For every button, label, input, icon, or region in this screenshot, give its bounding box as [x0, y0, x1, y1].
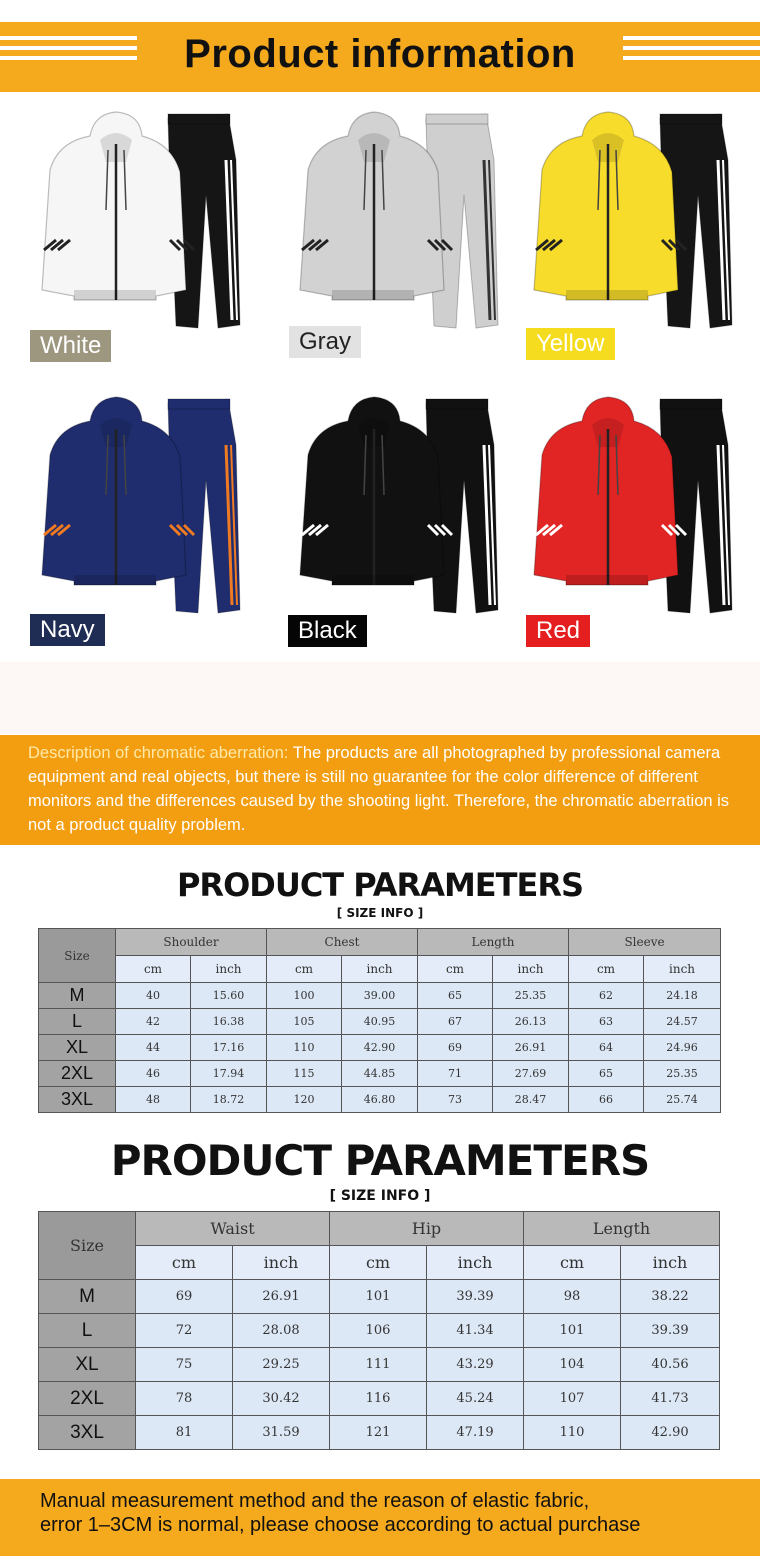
value-cell: 27.69	[493, 1061, 569, 1087]
size-cell: L	[39, 1314, 136, 1348]
value-cell: 69	[418, 1035, 493, 1061]
color-label-navy: Navy	[30, 614, 105, 646]
table2-title: PRODUCT PARAMETERS	[110, 1136, 650, 1185]
table-row	[39, 1348, 720, 1382]
value-cell: 45.24	[427, 1382, 524, 1416]
value-cell: 107	[524, 1382, 621, 1416]
value-cell: 15.60	[191, 983, 267, 1009]
value-cell: 63	[569, 1009, 644, 1035]
unit-header: inch	[493, 956, 569, 983]
unit-header: inch	[644, 956, 721, 983]
unit-header: cm	[418, 956, 493, 983]
value-cell: 42	[116, 1009, 191, 1035]
table-row	[39, 1061, 721, 1087]
value-cell: 105	[267, 1009, 342, 1035]
value-cell: 101	[330, 1280, 427, 1314]
table1-subtitle: [ SIZE INFO ]	[336, 906, 424, 920]
product-navy	[30, 385, 250, 635]
pants-waistband	[426, 399, 488, 409]
value-cell: 24.57	[644, 1009, 721, 1035]
notice-label: Description of chromatic aberration:	[28, 744, 289, 762]
unit-header: inch	[621, 1246, 720, 1280]
size-table-top	[38, 928, 721, 1113]
size-cell: L	[39, 1009, 116, 1035]
spacer-strip	[0, 662, 760, 734]
value-cell: 101	[524, 1314, 621, 1348]
value-cell: 48	[116, 1087, 191, 1113]
table-row	[39, 1382, 720, 1416]
value-cell: 41.73	[621, 1382, 720, 1416]
value-cell: 40.56	[621, 1348, 720, 1382]
header-banner	[0, 22, 760, 92]
value-cell: 42.90	[621, 1416, 720, 1450]
jacket-hem	[332, 290, 414, 300]
value-cell: 17.16	[191, 1035, 267, 1061]
product-red	[522, 385, 742, 635]
color-label-red: Red	[526, 615, 590, 647]
pants-waistband	[426, 114, 488, 124]
value-cell: 116	[330, 1382, 427, 1416]
column-group-header: Length	[524, 1212, 720, 1246]
value-cell: 41.34	[427, 1314, 524, 1348]
value-cell: 67	[418, 1009, 493, 1035]
value-cell: 98	[524, 1280, 621, 1314]
value-cell: 25.35	[493, 983, 569, 1009]
value-cell: 46.80	[342, 1087, 418, 1113]
value-cell: 39.00	[342, 983, 418, 1009]
size-header: Size	[39, 1212, 136, 1280]
value-cell: 71	[418, 1061, 493, 1087]
value-cell: 75	[136, 1348, 233, 1382]
value-cell: 31.59	[233, 1416, 330, 1450]
value-cell: 26.91	[233, 1280, 330, 1314]
value-cell: 65	[418, 983, 493, 1009]
value-cell: 26.13	[493, 1009, 569, 1035]
table-row	[39, 983, 721, 1009]
size-cell: M	[39, 1280, 136, 1314]
size-cell: XL	[39, 1348, 136, 1382]
table-row	[39, 1009, 721, 1035]
table-row	[39, 1416, 720, 1450]
notice-text: The products are all photographed by professional camera equipment and real objects, but there is still no guarantee for the color difference of different monitors and the differences caused by the shooting light. Therefore, the chromatic aberration is not a product quality problem.	[28, 744, 730, 834]
product-yellow	[522, 100, 742, 350]
value-cell: 24.18	[644, 983, 721, 1009]
value-cell: 106	[330, 1314, 427, 1348]
pants-waistband	[660, 114, 722, 124]
value-cell: 73	[418, 1087, 493, 1113]
value-cell: 38.22	[621, 1280, 720, 1314]
unit-header: cm	[524, 1246, 621, 1280]
size-cell: 3XL	[39, 1087, 116, 1113]
value-cell: 43.29	[427, 1348, 524, 1382]
value-cell: 26.91	[493, 1035, 569, 1061]
measurement-note-line2: error 1–3CM is normal, please choose according to actual purchase	[40, 1514, 641, 1536]
value-cell: 121	[330, 1416, 427, 1450]
unit-header: cm	[136, 1246, 233, 1280]
value-cell: 47.19	[427, 1416, 524, 1450]
table-row	[39, 1314, 720, 1348]
column-group-header: Sleeve	[569, 929, 721, 956]
unit-header: inch	[233, 1246, 330, 1280]
jacket-hem	[74, 575, 156, 585]
table-row	[39, 1087, 721, 1113]
value-cell: 62	[569, 983, 644, 1009]
color-label-gray: Gray	[289, 326, 361, 358]
tracksuit-image	[522, 385, 742, 620]
value-cell: 28.47	[493, 1087, 569, 1113]
value-cell: 44.85	[342, 1061, 418, 1087]
unit-header: inch	[191, 956, 267, 983]
value-cell: 40.95	[342, 1009, 418, 1035]
value-cell: 115	[267, 1061, 342, 1087]
value-cell: 25.74	[644, 1087, 721, 1113]
value-cell: 17.94	[191, 1061, 267, 1087]
color-label-yellow: Yellow	[526, 328, 615, 360]
color-label-white: White	[30, 330, 111, 362]
table-row	[39, 1035, 721, 1061]
size-table-bottom	[38, 1211, 720, 1450]
measurement-note	[0, 1479, 760, 1556]
size-cell: 3XL	[39, 1416, 136, 1450]
pants-waistband	[168, 114, 230, 124]
product-white	[30, 100, 250, 350]
value-cell: 42.90	[342, 1035, 418, 1061]
value-cell: 40	[116, 983, 191, 1009]
value-cell: 69	[136, 1280, 233, 1314]
value-cell: 18.72	[191, 1087, 267, 1113]
value-cell: 120	[267, 1087, 342, 1113]
value-cell: 100	[267, 983, 342, 1009]
value-cell: 72	[136, 1314, 233, 1348]
value-cell: 39.39	[621, 1314, 720, 1348]
unit-header: inch	[342, 956, 418, 983]
unit-header: cm	[569, 956, 644, 983]
measurement-note-line1: Manual measurement method and the reason of elastic fabric,	[40, 1490, 590, 1512]
column-group-header: Waist	[136, 1212, 330, 1246]
tracksuit-image	[522, 100, 742, 335]
jacket-hem	[566, 290, 648, 300]
value-cell: 110	[524, 1416, 621, 1450]
value-cell: 46	[116, 1061, 191, 1087]
size-cell: 2XL	[39, 1382, 136, 1416]
value-cell: 64	[569, 1035, 644, 1061]
pants-waistband	[660, 399, 722, 409]
color-label-black: Black	[288, 615, 367, 647]
size-cell: 2XL	[39, 1061, 116, 1087]
pants-waistband	[168, 399, 230, 409]
size-cell: M	[39, 983, 116, 1009]
value-cell: 28.08	[233, 1314, 330, 1348]
unit-header: cm	[330, 1246, 427, 1280]
jacket-hem	[332, 575, 414, 585]
value-cell: 29.25	[233, 1348, 330, 1382]
size-cell: XL	[39, 1035, 116, 1061]
value-cell: 66	[569, 1087, 644, 1113]
value-cell: 78	[136, 1382, 233, 1416]
table1-title: PRODUCT PARAMETERS	[176, 866, 584, 904]
product-black	[288, 385, 508, 635]
tracksuit-image	[30, 100, 250, 335]
chromatic-aberration-notice	[0, 735, 760, 845]
table-row	[39, 1280, 720, 1314]
value-cell: 81	[136, 1416, 233, 1450]
value-cell: 39.39	[427, 1280, 524, 1314]
tracksuit-image	[30, 385, 250, 620]
unit-header: cm	[267, 956, 342, 983]
value-cell: 25.35	[644, 1061, 721, 1087]
unit-header: inch	[427, 1246, 524, 1280]
unit-header: cm	[116, 956, 191, 983]
jacket-hem	[74, 290, 156, 300]
product-gray	[288, 100, 508, 350]
value-cell: 65	[569, 1061, 644, 1087]
size-header: Size	[39, 929, 116, 983]
value-cell: 24.96	[644, 1035, 721, 1061]
table2-subtitle: [ SIZE INFO ]	[329, 1188, 431, 1204]
column-group-header: Hip	[330, 1212, 524, 1246]
column-group-header: Chest	[267, 929, 418, 956]
jacket-hem	[566, 575, 648, 585]
tracksuit-image	[288, 385, 508, 620]
value-cell: 30.42	[233, 1382, 330, 1416]
value-cell: 110	[267, 1035, 342, 1061]
column-group-header: Length	[418, 929, 569, 956]
value-cell: 44	[116, 1035, 191, 1061]
page-title: Product information	[184, 32, 576, 76]
tracksuit-image	[288, 100, 508, 335]
column-group-header: Shoulder	[116, 929, 267, 956]
value-cell: 16.38	[191, 1009, 267, 1035]
value-cell: 111	[330, 1348, 427, 1382]
value-cell: 104	[524, 1348, 621, 1382]
